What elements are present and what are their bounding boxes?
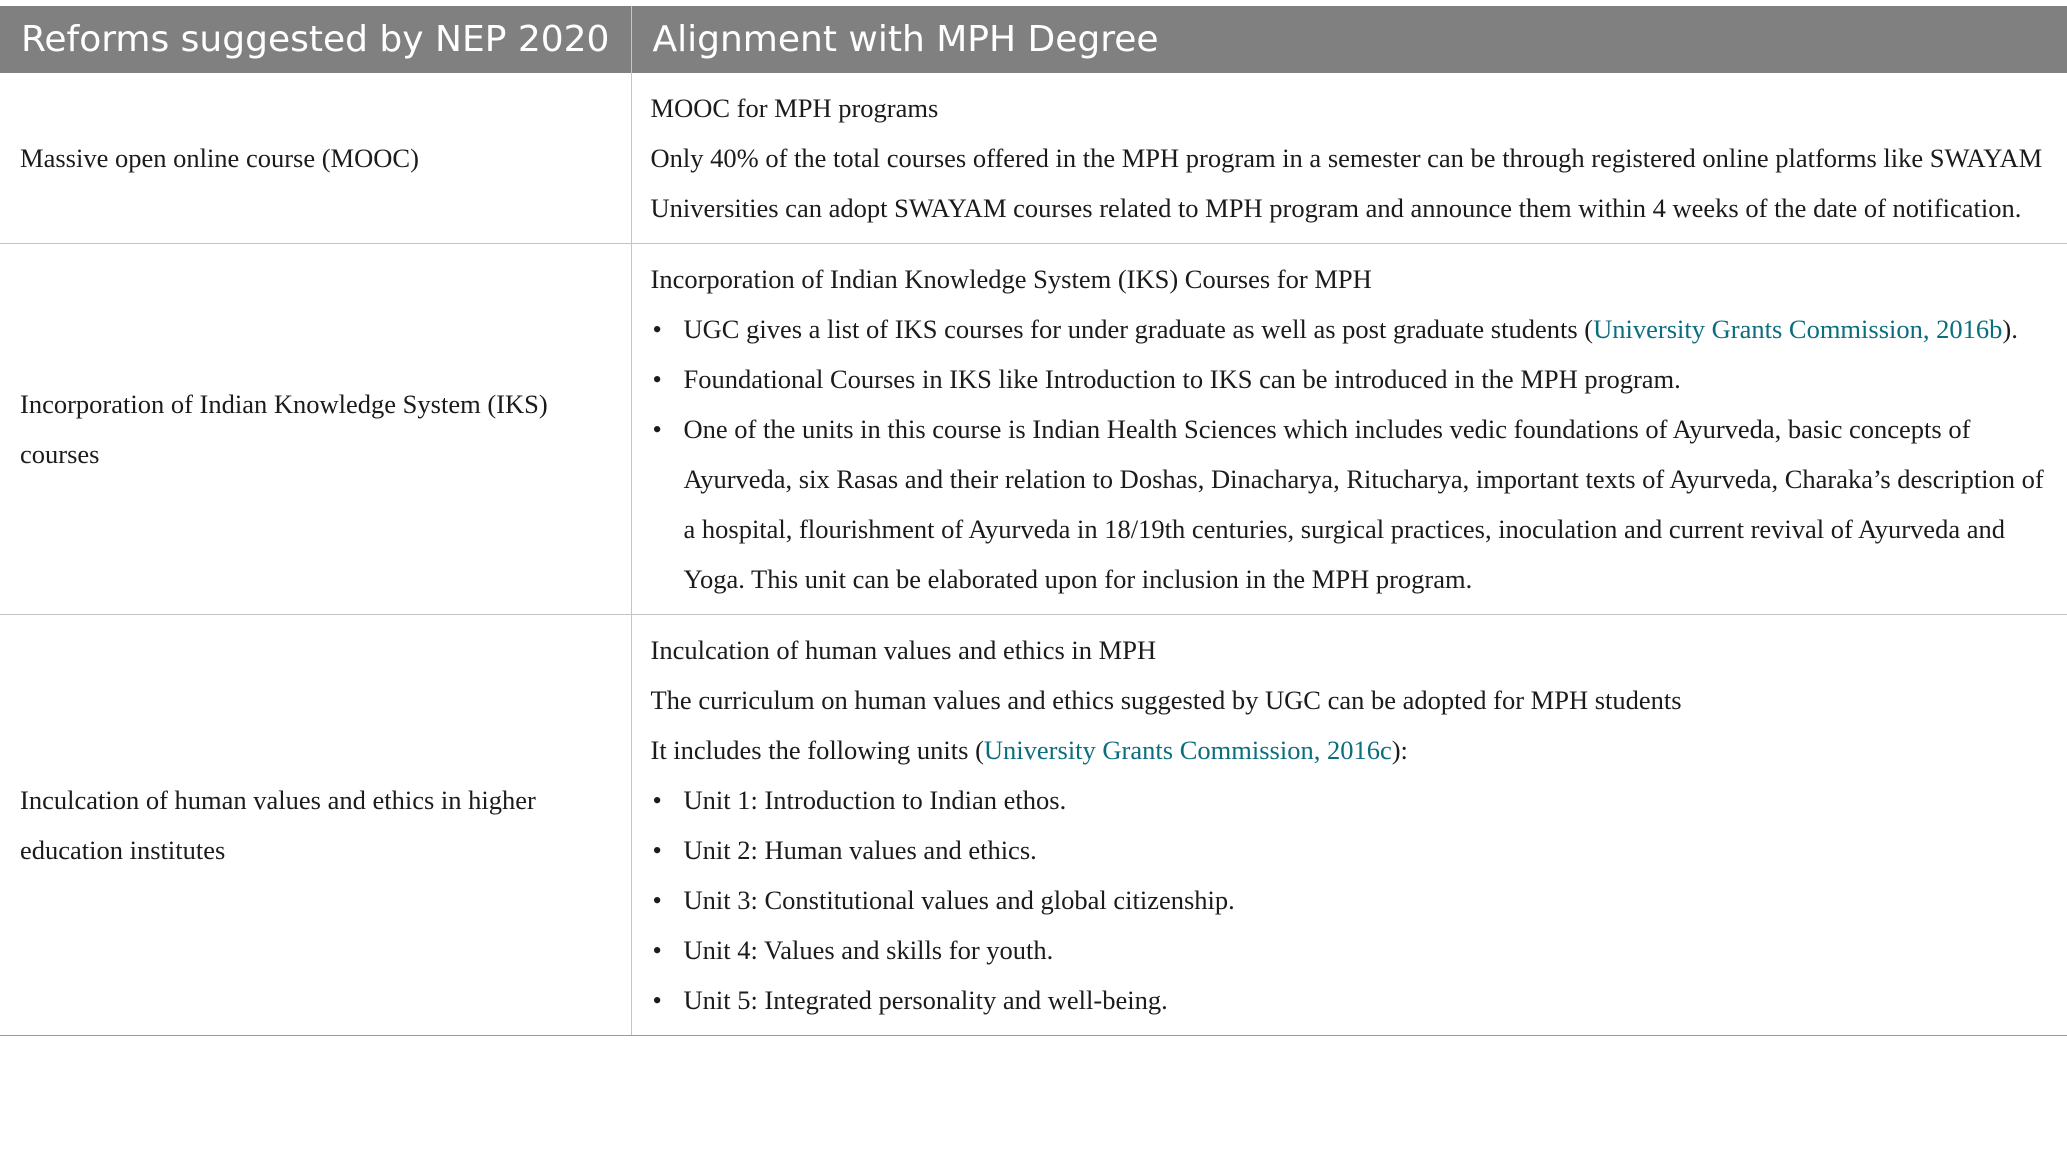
paragraph-text: It includes the following units (: [650, 735, 984, 765]
alignment-title: Incorporation of Indian Knowledge System (IKS) Courses for MPH: [650, 264, 1372, 294]
table-header: [0, 6, 2067, 73]
citation-link[interactable]: University Grants Commission, 2016c: [983, 735, 1392, 765]
list-item: • Unit 2: Human values and ethics.: [651, 825, 2054, 875]
alignment-paragraph: [651, 725, 2054, 775]
paragraph-text: ):: [1391, 735, 1408, 765]
bullet-text: UGC gives a list of IKS courses for under graduate as well as post graduate students (: [683, 314, 1594, 344]
header-row: [0, 6, 2067, 73]
unit-list: [651, 775, 2054, 1025]
list-item: • Unit 3: Constitutional values and global citizenship.: [651, 875, 2054, 925]
header-reforms: Reforms suggested by NEP 2020: [0, 6, 631, 73]
alignment-cell: [631, 73, 2067, 244]
list-item: [651, 304, 2054, 354]
reforms-table: [0, 6, 2067, 1036]
alignment-paragraph: The curriculum on human values and ethics suggested by UGC can be adopted for MPH students: [650, 685, 1682, 715]
header-alignment: Alignment with MPH Degree: [631, 6, 2067, 73]
list-item: • Unit 4: Values and skills for youth.: [651, 925, 2054, 975]
list-item: • Foundational Courses in IKS like Introduction to IKS can be introduced in the MPH program.: [651, 354, 2054, 404]
table-row: [0, 615, 2067, 1036]
bullet-text: ).: [2002, 314, 2018, 344]
alignment-cell: [631, 244, 2067, 615]
alignment-title: MOOC for MPH programs: [650, 93, 939, 123]
alignment-paragraph: Only 40% of the total courses offered in the MPH program in a semester can be through registered online platforms like SWAYAM: [650, 143, 2043, 173]
citation-link[interactable]: University Grants Commission, 2016b: [1593, 314, 2003, 344]
alignment-paragraph: Universities can adopt SWAYAM courses related to MPH program and announce them within 4 weeks of the date of notification.: [650, 193, 2022, 223]
alignment-cell: [631, 615, 2067, 1036]
list-item: • One of the units in this course is Indian Health Sciences which includes vedic foundations of Ayurveda, basic concepts of Ayurveda, six Rasas and their relation to Doshas, Dinacharya, Ritucharya, important texts of Ayurveda, Charaka’s description of a hospital, flourishment of Ayurveda in 18/19th centuries, surgical practices, inoculation and current revival of Ayurveda and Yoga. This unit can be elaborated upon for inclusion in the MPH program.: [651, 404, 2054, 604]
list-item: • Unit 1: Introduction to Indian ethos.: [651, 775, 2054, 825]
bullet-list: [651, 304, 2054, 604]
table-row: [0, 244, 2067, 615]
reform-cell: Incorporation of Indian Knowledge System (IKS) courses: [0, 244, 631, 615]
reform-cell: Inculcation of human values and ethics in higher education institutes: [0, 615, 631, 1036]
table-row: [0, 73, 2067, 244]
list-item: • Unit 5: Integrated personality and well-being.: [651, 975, 2054, 1025]
alignment-title: Inculcation of human values and ethics in MPH: [650, 635, 1157, 665]
reform-cell: Massive open online course (MOOC): [0, 73, 631, 244]
